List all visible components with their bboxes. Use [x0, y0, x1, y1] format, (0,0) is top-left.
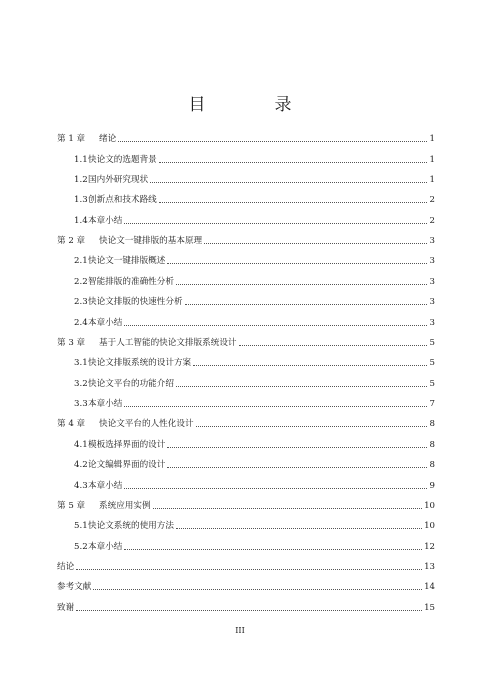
toc-entry[interactable]	[57, 554, 435, 572]
toc-entry-title: 本章小结	[88, 317, 123, 328]
toc-entry-title: 参考文献	[57, 582, 92, 593]
toc-entry-title: 快论文一键排版概述	[88, 256, 166, 267]
toc-entry-title: 本章小结	[88, 541, 123, 552]
toc-entry-title: 本章小结	[88, 399, 123, 410]
toc-entry-title: 论文编辑界面的设计	[88, 460, 166, 471]
toc-entry-number: 3.2	[74, 378, 88, 389]
toc-entry[interactable]	[57, 309, 435, 327]
toc-entry-page: 5	[429, 378, 435, 389]
toc-entry-number: 1.1	[74, 154, 88, 165]
toc-entry-title: 系统应用实例	[99, 500, 151, 511]
toc-entry-number: 1.4	[74, 215, 88, 226]
toc-entry-page: 10	[424, 500, 435, 511]
toc-entry[interactable]	[57, 208, 435, 226]
toc-entry-page: 8	[429, 419, 435, 430]
toc-entry[interactable]	[57, 452, 435, 470]
toc-entry-number: 1.2	[74, 174, 88, 185]
toc-entry[interactable]	[57, 513, 435, 531]
toc-leader-dots	[124, 548, 422, 550]
toc-entry-page: 5	[429, 358, 435, 369]
toc-entry-title: 快论文排版系统的设计方案	[88, 358, 192, 369]
toc-leader-dots	[196, 425, 427, 427]
toc-leader-dots	[185, 303, 427, 305]
toc-entry-number: 3.3	[74, 399, 88, 410]
toc-leader-dots	[93, 588, 422, 590]
toc-entry-title: 快论文平台的人性化设计	[99, 419, 194, 430]
toc-entry-title: 基于人工智能的快论文排版系统设计	[99, 337, 237, 348]
toc-entry-title: 本章小结	[88, 480, 123, 491]
toc-entry-title: 快论文平台的功能介绍	[88, 378, 174, 389]
toc-entry-page: 1	[429, 174, 435, 185]
toc-entry-page: 3	[429, 317, 435, 328]
toc-entry-number: 1.3	[74, 195, 88, 206]
toc-entry[interactable]	[57, 228, 435, 246]
toc-entry-page: 1	[429, 154, 435, 165]
toc-leader-dots	[167, 466, 427, 468]
toc-entry-title: 模板选择界面的设计	[88, 439, 166, 450]
toc-entry-title: 快论文一键排版的基本原理	[99, 236, 203, 247]
toc-entry[interactable]	[57, 411, 435, 429]
toc-entry-page: 9	[429, 480, 435, 491]
toc-leader-dots	[124, 405, 427, 407]
toc-entry-number: 第 4 章	[57, 419, 86, 430]
toc-entry-page: 13	[424, 562, 435, 573]
toc-leader-dots	[204, 242, 427, 244]
toc-leader-dots	[153, 507, 422, 509]
toc-entry-number: 2.4	[74, 317, 88, 328]
toc-entry[interactable]	[57, 187, 435, 205]
toc-entry[interactable]	[57, 350, 435, 368]
toc-entry[interactable]	[57, 391, 435, 409]
toc-leader-dots	[176, 527, 422, 529]
toc-leader-dots	[118, 140, 427, 142]
toc-entry-title: 快论文的选题背景	[88, 154, 157, 165]
toc-entry-title: 结论	[57, 562, 75, 573]
toc-entry-page: 2	[429, 195, 435, 206]
toc-leader-dots	[239, 344, 427, 346]
toc-entry-page: 5	[429, 337, 435, 348]
toc-entry-title: 绪论	[99, 134, 117, 145]
toc-leader-dots	[193, 364, 427, 366]
toc-entry-title: 本章小结	[88, 215, 123, 226]
toc-entry-number: 5.1	[74, 521, 88, 532]
toc-entry-page: 1	[429, 134, 435, 145]
toc-entry-page: 14	[424, 582, 435, 593]
toc-entry[interactable]	[57, 167, 435, 185]
toc-leader-dots	[150, 181, 427, 183]
toc-entry[interactable]	[57, 432, 435, 450]
toc-entry-title: 快论文排版的快速性分析	[88, 297, 183, 308]
toc-leader-dots	[159, 201, 427, 203]
toc-entry-page: 15	[424, 602, 435, 613]
toc-entry-page: 3	[429, 256, 435, 267]
toc-entry-number: 2.3	[74, 297, 88, 308]
toc-entry-number: 4.3	[74, 480, 88, 491]
toc-title: 目 录	[188, 95, 318, 115]
toc-entry-page: 10	[424, 521, 435, 532]
toc-leader-dots	[76, 609, 422, 611]
table-of-contents	[57, 126, 435, 615]
toc-leader-dots	[124, 222, 427, 224]
toc-leader-dots	[176, 283, 427, 285]
toc-entry-number: 2.1	[74, 256, 88, 267]
toc-entry-page: 8	[429, 439, 435, 450]
toc-entry-title: 致谢	[57, 602, 75, 613]
toc-entry-page: 3	[429, 276, 435, 287]
toc-entry[interactable]	[57, 269, 435, 287]
toc-entry-page: 2	[429, 215, 435, 226]
toc-entry-page: 7	[429, 399, 435, 410]
toc-leader-dots	[167, 446, 427, 448]
toc-entry[interactable]	[57, 371, 435, 389]
toc-entry-number: 3.1	[74, 358, 88, 369]
toc-entry-number: 第 2 章	[57, 236, 86, 247]
toc-leader-dots	[176, 385, 427, 387]
toc-entry-title: 创新点和技术路线	[88, 195, 157, 206]
page-number: III	[235, 626, 245, 635]
toc-entry[interactable]	[57, 146, 435, 164]
toc-leader-dots	[159, 161, 427, 163]
toc-entry[interactable]	[57, 472, 435, 490]
toc-entry[interactable]	[57, 493, 435, 511]
toc-entry-title: 快论文系统的使用方法	[88, 521, 174, 532]
toc-leader-dots	[124, 487, 427, 489]
toc-entry[interactable]	[57, 574, 435, 592]
toc-entry-number: 第 1 章	[57, 134, 86, 145]
toc-entry[interactable]	[57, 289, 435, 307]
toc-leader-dots	[167, 262, 427, 264]
toc-entry-title: 智能排版的准确性分析	[88, 276, 174, 287]
toc-entry-number: 第 5 章	[57, 500, 86, 511]
toc-entry-number: 5.2	[74, 541, 88, 552]
toc-entry-number: 第 3 章	[57, 337, 86, 348]
toc-entry-page: 12	[424, 541, 435, 552]
toc-leader-dots	[76, 568, 422, 570]
toc-leader-dots	[124, 324, 427, 326]
toc-entry-page: 3	[429, 297, 435, 308]
toc-entry-number: 4.2	[74, 460, 88, 471]
toc-entry-page: 3	[429, 236, 435, 247]
toc-entry-page: 8	[429, 460, 435, 471]
toc-entry[interactable]	[57, 330, 435, 348]
toc-entry[interactable]	[57, 126, 435, 144]
toc-entry-number: 4.1	[74, 439, 88, 450]
toc-entry[interactable]	[57, 595, 435, 613]
toc-entry[interactable]	[57, 248, 435, 266]
toc-entry-number: 2.2	[74, 276, 88, 287]
toc-entry[interactable]	[57, 534, 435, 552]
toc-entry-title: 国内外研究现状	[88, 174, 149, 185]
